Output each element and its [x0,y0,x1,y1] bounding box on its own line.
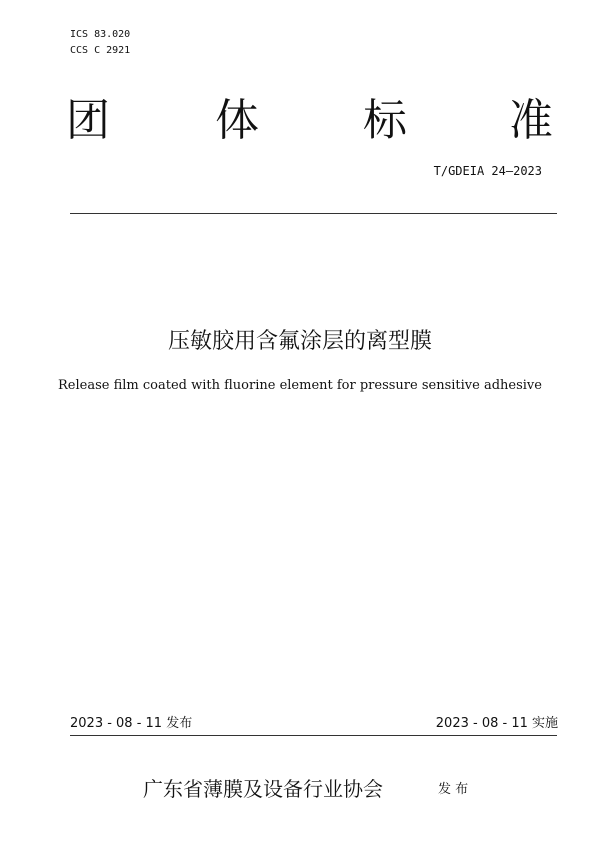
implementation-date: 2023 - 08 - 11 实施 [435,716,558,731]
ics-code: ICS 83.020 [70,29,131,40]
bottom-divider [70,735,557,736]
document-title-en: Release film coated with fluorine element for pressure sensitive adhesive [58,378,542,393]
publish-date: 2023 - 08 - 11 发布 [70,716,193,731]
header-title-char-1: 团 [66,95,110,146]
issuing-organization: 广东省薄膜及设备行业协会 [143,777,383,801]
document-title-cn: 压敏胶用含氟涂层的离型膜 [167,329,432,354]
header-title-char-2: 体 [215,95,259,146]
standard-number: T/GDEIA 24—2023 [433,164,542,178]
header-title-char-4: 准 [509,95,553,146]
issue-label: 发 布 [438,782,469,797]
ccs-code: CCS C 2921 [70,45,131,56]
top-divider [70,213,557,214]
header-title-char-3: 标 [363,95,407,146]
